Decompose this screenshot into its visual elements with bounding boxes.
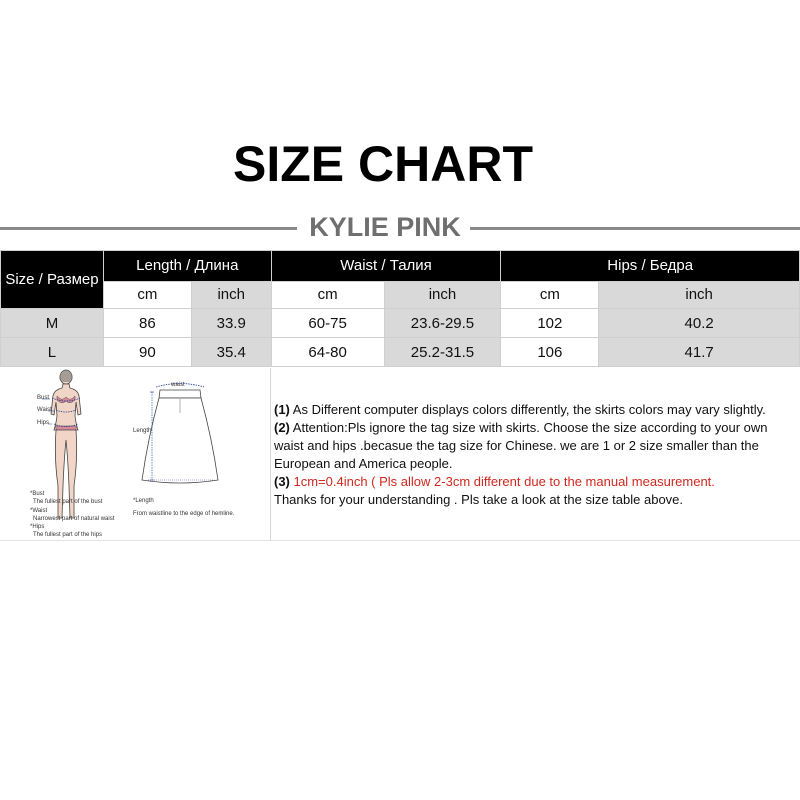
size-cell: L bbox=[1, 338, 104, 367]
notes bbox=[274, 401, 794, 509]
legend-hips-desc: The fullest part of the hips bbox=[33, 532, 103, 538]
note-3-number: (3) bbox=[274, 474, 290, 489]
note-2-number: (2) bbox=[274, 420, 290, 435]
unit-cell: inch bbox=[384, 281, 501, 308]
unit-cell: cm bbox=[103, 281, 191, 308]
unit-row bbox=[1, 281, 800, 308]
legend-waist-title: *Waist bbox=[30, 508, 48, 514]
unit-cell: cm bbox=[501, 281, 599, 308]
value-cell: 40.2 bbox=[599, 309, 800, 338]
legend-bust-desc: The fullest part of the bust bbox=[33, 499, 103, 505]
legend-hips-title: *Hips bbox=[30, 524, 45, 530]
note-2 bbox=[274, 419, 794, 473]
legend-bust-title: *Bust bbox=[30, 491, 45, 497]
length-header: Length / Длина bbox=[103, 251, 271, 282]
table-header-row bbox=[1, 251, 800, 282]
skirt-icon bbox=[142, 390, 218, 483]
note-1 bbox=[274, 401, 794, 419]
size-column-header: Size / Размер bbox=[1, 251, 104, 309]
divider-right bbox=[470, 227, 800, 230]
value-cell: 35.4 bbox=[191, 338, 271, 367]
value-cell: 106 bbox=[501, 338, 599, 367]
hips-header: Hips / Бедра bbox=[501, 251, 800, 282]
value-cell: 23.6-29.5 bbox=[384, 309, 501, 338]
page-title: SIZE CHART bbox=[233, 136, 533, 192]
skirt-waist-label: waist bbox=[171, 382, 185, 388]
note-1-number: (1) bbox=[274, 402, 290, 417]
value-cell: 60-75 bbox=[271, 309, 384, 338]
hips-label: Hips bbox=[37, 420, 50, 426]
value-cell: 90 bbox=[103, 338, 191, 367]
size-table bbox=[0, 250, 800, 367]
note-4: Thanks for your understanding . Pls take a look at the size table above. bbox=[274, 492, 684, 507]
length-label: Length bbox=[133, 428, 152, 434]
table-row bbox=[1, 309, 800, 338]
value-cell: 86 bbox=[103, 309, 191, 338]
waist-header: Waist / Талия bbox=[271, 251, 501, 282]
bottom-rule bbox=[0, 540, 800, 541]
unit-cell: cm bbox=[271, 281, 384, 308]
value-cell: 41.7 bbox=[599, 338, 800, 367]
measurement-figure bbox=[0, 368, 270, 540]
legend-waist-desc: Narrowest part of natural waist bbox=[33, 516, 115, 522]
bust-label: Bust bbox=[37, 395, 50, 401]
unit-cell: inch bbox=[191, 281, 271, 308]
size-cell: M bbox=[1, 309, 104, 338]
value-cell: 25.2-31.5 bbox=[384, 338, 501, 367]
value-cell: 64-80 bbox=[271, 338, 384, 367]
brand-name: KYLIE PINK bbox=[309, 212, 461, 242]
legend-length-title: *Length bbox=[133, 498, 154, 504]
legend-length-desc: From waistline to the edge of hemline. bbox=[133, 511, 235, 517]
note-2-text: Attention:Pls ignore the tag size with skirts. Choose the size according to your own waist and hips .becasue the tag size for Chinese. we are 1 or 2 size smaller than the European and America people. bbox=[274, 420, 768, 471]
brand-row bbox=[0, 210, 800, 244]
divider-left bbox=[0, 227, 297, 230]
table-row bbox=[1, 338, 800, 367]
value-cell: 102 bbox=[501, 309, 599, 338]
unit-cell: inch bbox=[599, 281, 800, 308]
note-3-text: 1cm=0.4inch ( Pls allow 2-3cm different due to the manual measurement. bbox=[289, 474, 715, 489]
waist-label: Waist bbox=[37, 407, 52, 413]
section-divider bbox=[270, 368, 271, 540]
value-cell: 33.9 bbox=[191, 309, 271, 338]
note-1-text: As Different computer displays colors differently, the skirts colors may vary slightly. bbox=[289, 402, 766, 417]
note-3 bbox=[274, 473, 794, 491]
body-figure-icon bbox=[51, 370, 81, 518]
